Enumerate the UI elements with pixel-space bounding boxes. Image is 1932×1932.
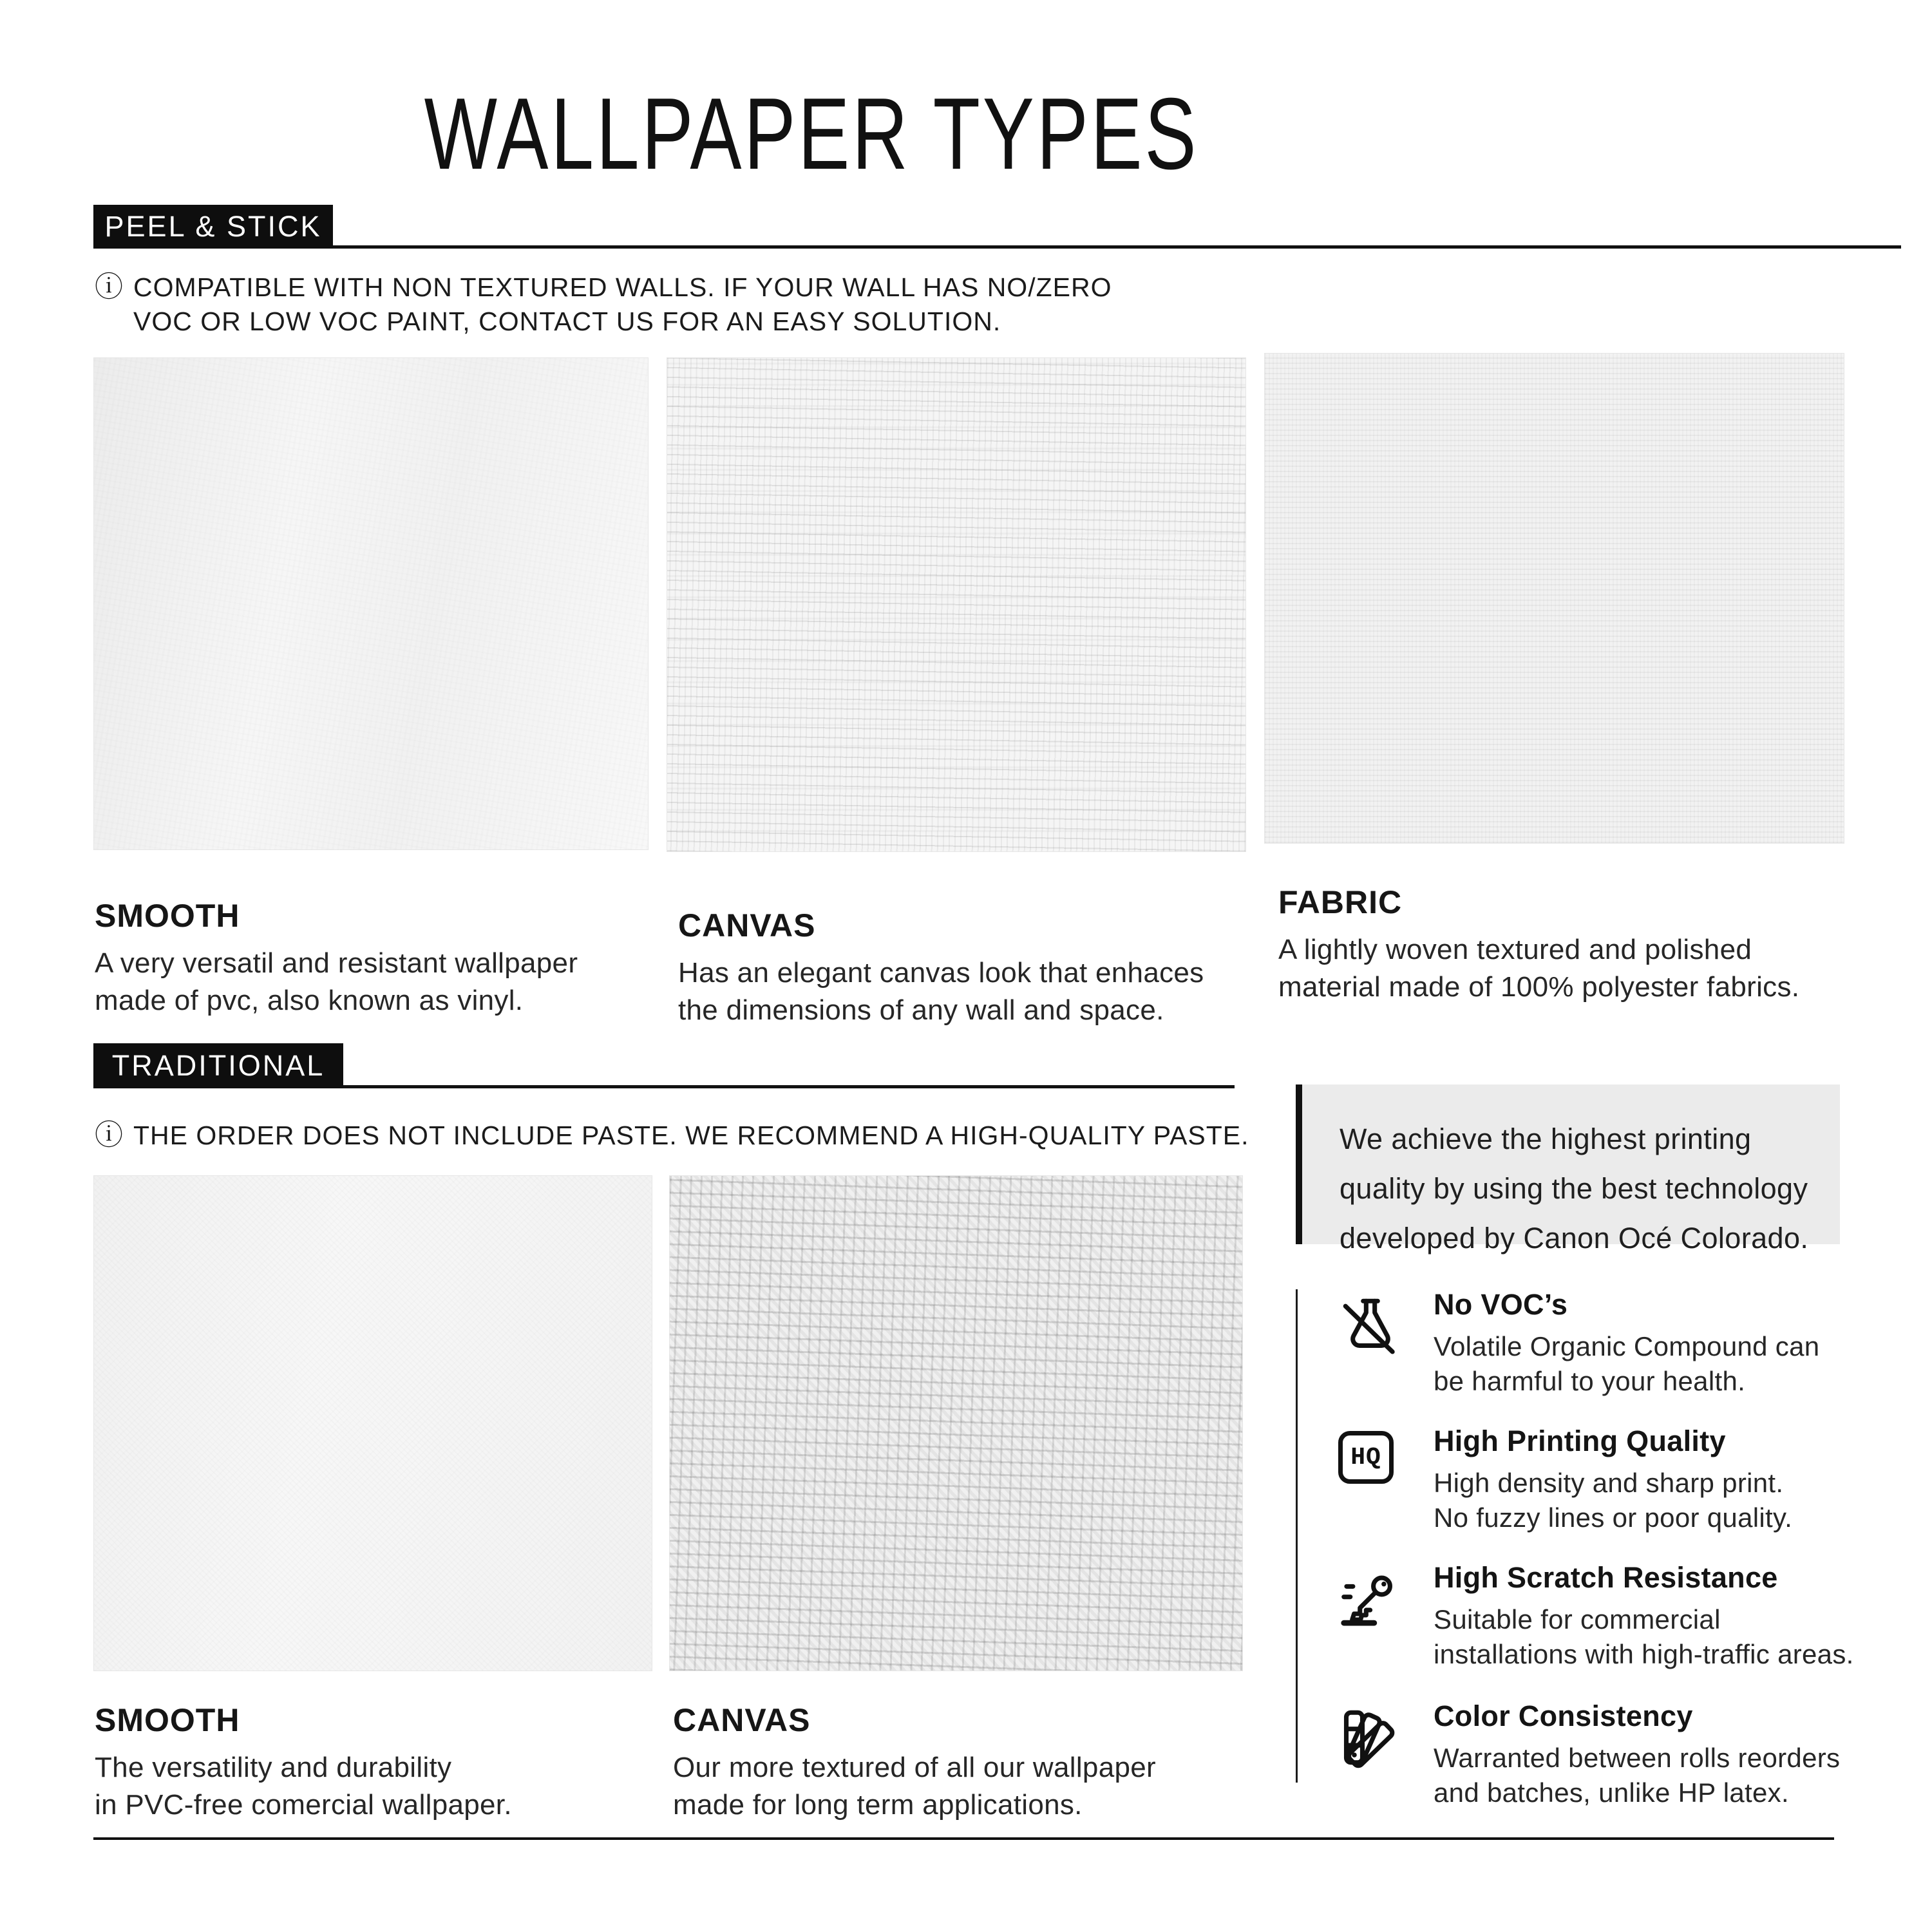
no-voc-flask-icon xyxy=(1338,1288,1409,1399)
feature-line: installations with high-traffic areas. xyxy=(1434,1639,1854,1669)
feature-line: Warranted between rolls reorders xyxy=(1434,1743,1841,1773)
description-line: made for long term applications. xyxy=(673,1789,1083,1821)
feature-line: High density and sharp print. xyxy=(1434,1468,1784,1498)
hq-badge-border xyxy=(1338,1431,1394,1484)
feature-text xyxy=(1434,1561,1854,1672)
panel-line: quality by using the best technology xyxy=(1340,1172,1808,1205)
swatch-description xyxy=(95,1749,512,1824)
description-line: material made of 100% polyester fabrics. xyxy=(1278,971,1800,1003)
description-line: A very versatil and resistant wallpaper xyxy=(95,947,578,979)
info-icon: ⓘ xyxy=(95,1119,123,1151)
section-label-text: PEEL & STICK xyxy=(104,210,322,243)
quality-panel-text xyxy=(1296,1084,1840,1263)
note-line: THE ORDER DOES NOT INCLUDE PASTE. WE RECOMMEND A HIGH-QUALITY PASTE. xyxy=(133,1121,1249,1150)
page-title: WALLPAPER TYPES xyxy=(424,77,1199,191)
hq-badge-text: HQ xyxy=(1350,1443,1381,1472)
feature-scratch-resistance xyxy=(1338,1561,1854,1672)
swatch-title: CANVAS xyxy=(673,1702,811,1738)
section-label-peel-stick xyxy=(93,205,333,249)
feature-title: High Printing Quality xyxy=(1434,1425,1726,1457)
description-line: made of pvc, also known as vinyl. xyxy=(95,985,524,1016)
swatch-peel-stick-canvas xyxy=(667,357,1246,852)
feature-text xyxy=(1434,1700,1840,1810)
feature-title: Color Consistency xyxy=(1434,1700,1693,1732)
bottom-rule xyxy=(93,1837,1834,1840)
peel-stick-underline xyxy=(93,245,1901,249)
description-line: Has an elegant canvas look that enhaces xyxy=(678,957,1204,989)
note-line: COMPATIBLE WITH NON TEXTURED WALLS. IF YOUR WALL HAS NO/ZERO xyxy=(133,272,1112,302)
panel-accent-bar xyxy=(1296,1084,1302,1244)
color-swatches-icon xyxy=(1338,1700,1409,1810)
swatch-peel-stick-fabric xyxy=(1264,353,1844,844)
feature-title: No VOC’s xyxy=(1434,1288,1568,1321)
caption-peel-stick-fabric xyxy=(1278,884,1799,1006)
info-icon: ⓘ xyxy=(95,271,123,303)
feature-no-voc xyxy=(1338,1288,1819,1399)
description-line: A lightly woven textured and polished xyxy=(1278,934,1752,965)
feature-high-printing-quality xyxy=(1338,1425,1792,1535)
swatch-title: SMOOTH xyxy=(95,1702,240,1738)
description-line: in PVC-free comercial wallpaper. xyxy=(95,1789,512,1821)
panel-line: We achieve the highest printing xyxy=(1340,1122,1752,1155)
features-divider xyxy=(1296,1289,1298,1783)
hq-badge-icon xyxy=(1338,1425,1409,1535)
feature-line: be harmful to your health. xyxy=(1434,1366,1746,1396)
swatch-description xyxy=(678,954,1204,1029)
swatch-traditional-canvas xyxy=(669,1175,1243,1671)
feature-text xyxy=(1434,1288,1819,1399)
feature-line: No fuzzy lines or poor quality. xyxy=(1434,1502,1793,1533)
swatch-title: FABRIC xyxy=(1278,884,1403,920)
note-line: VOC OR LOW VOC PAINT, CONTACT US FOR AN EASY SOLUTION. xyxy=(133,307,1001,336)
caption-peel-stick-canvas xyxy=(678,907,1204,1029)
traditional-note xyxy=(95,1119,1249,1153)
quality-panel xyxy=(1296,1084,1840,1255)
feature-line: Volatile Organic Compound can xyxy=(1434,1331,1820,1361)
swatch-title: SMOOTH xyxy=(95,898,240,934)
description-line: Our more textured of all our wallpaper xyxy=(673,1752,1156,1783)
section-label-traditional xyxy=(93,1043,343,1088)
swatch-peel-stick-smooth xyxy=(93,357,649,850)
scratch-resistance-key-icon xyxy=(1338,1561,1409,1672)
swatch-description xyxy=(95,945,578,1019)
feature-line: and batches, unlike HP latex. xyxy=(1434,1777,1789,1808)
swatch-description xyxy=(1278,931,1799,1006)
section-label-text: TRADITIONAL xyxy=(111,1049,325,1082)
feature-color-consistency xyxy=(1338,1700,1840,1810)
description-line: The versatility and durability xyxy=(95,1752,452,1783)
note-text xyxy=(133,270,1112,339)
panel-line: developed by Canon Océ Colorado. xyxy=(1340,1222,1809,1255)
peel-stick-note xyxy=(95,270,1112,339)
swatch-traditional-smooth xyxy=(93,1175,652,1671)
swatch-description xyxy=(673,1749,1156,1824)
description-line: the dimensions of any wall and space. xyxy=(678,994,1164,1026)
note-text xyxy=(133,1119,1249,1153)
caption-traditional-canvas xyxy=(673,1701,1156,1824)
feature-text xyxy=(1434,1425,1792,1535)
feature-title: High Scratch Resistance xyxy=(1434,1561,1778,1594)
caption-peel-stick-smooth xyxy=(95,897,578,1019)
feature-line: Suitable for commercial xyxy=(1434,1604,1721,1634)
caption-traditional-smooth xyxy=(95,1701,512,1824)
swatch-title: CANVAS xyxy=(678,907,816,943)
